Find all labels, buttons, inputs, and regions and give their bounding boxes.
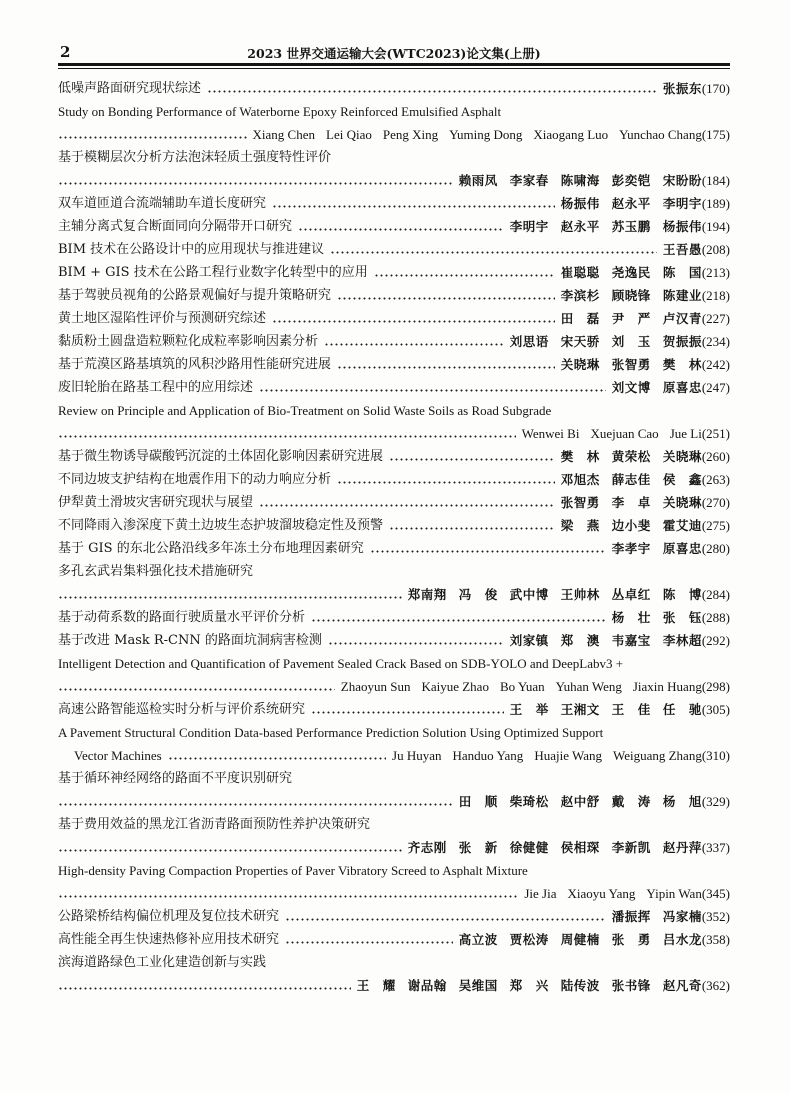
author-name: 赵凡奇 bbox=[662, 978, 702, 993]
entry-title: 黄土地区湿陷性评价与预测研究综述 bbox=[58, 311, 267, 326]
entry-page: (358) bbox=[701, 932, 730, 947]
dot-leader bbox=[58, 895, 518, 898]
entry-title: BIM + GIS 技术在公路工程行业数字化转型中的应用 bbox=[58, 265, 368, 280]
entry-title: 滨海道路绿色工业化建造创新与实践 bbox=[58, 955, 267, 970]
entry-page: (218) bbox=[701, 288, 730, 303]
entry-title: 不同边坡支护结构在地震作用下的动力响应分析 bbox=[58, 472, 332, 487]
author-name: 郑南翔 bbox=[407, 587, 447, 602]
dot-leader bbox=[58, 182, 453, 185]
author-name: 王 佳 bbox=[611, 702, 651, 717]
author-name: 尹 严 bbox=[611, 311, 651, 326]
dot-leader bbox=[337, 366, 555, 369]
entry-page: (329) bbox=[701, 794, 730, 809]
entry-title: 基于模糊层次分析方法泡沫轻质土强度特性评价 bbox=[58, 150, 332, 165]
entry-page: (189) bbox=[701, 196, 730, 211]
toc-entry bbox=[58, 328, 730, 350]
author-name: 邓旭杰 bbox=[560, 472, 600, 487]
entry-title: 基于费用效益的黑龙江省沥青路面预防性养护决策研究 bbox=[58, 817, 371, 832]
toc-entry-author-line bbox=[58, 167, 730, 189]
toc-entry bbox=[58, 627, 730, 649]
dot-leader bbox=[58, 849, 402, 852]
toc-entry-author-line bbox=[58, 880, 730, 902]
entry-title: 黏质粉土圆盘造粒颗粒化成粒率影响因素分析 bbox=[58, 334, 319, 349]
author-name: 冯 俊 bbox=[458, 587, 498, 602]
author-name: 李 卓 bbox=[611, 495, 651, 510]
author-name: Peng Xing bbox=[382, 127, 439, 142]
author-name: 刘文博 bbox=[611, 380, 651, 395]
entry-title: 高性能全再生快速热修补应用技术研究 bbox=[58, 932, 280, 947]
entry-title: 废旧轮胎在路基工程中的应用综述 bbox=[58, 380, 254, 395]
entry-authors bbox=[510, 218, 702, 235]
author-name: 关晓琳 bbox=[662, 449, 702, 464]
toc-entry bbox=[58, 236, 730, 258]
entry-authors bbox=[510, 333, 702, 350]
author-name: 韦嘉宝 bbox=[611, 633, 651, 648]
author-name: 刘思语 bbox=[509, 334, 549, 349]
entry-authors bbox=[612, 609, 702, 626]
entry-authors bbox=[612, 540, 702, 557]
entry-authors bbox=[510, 701, 702, 718]
author-name: 薛志佳 bbox=[611, 472, 651, 487]
entry-page: (251) bbox=[701, 426, 730, 441]
toc-entry bbox=[58, 926, 730, 948]
entry-page: (352) bbox=[701, 909, 730, 924]
author-name: 李新凯 bbox=[611, 840, 651, 855]
author-name: 苏玉鹏 bbox=[611, 219, 651, 234]
author-name: 原喜忠 bbox=[662, 380, 702, 395]
entry-authors bbox=[408, 586, 702, 603]
toc-entry bbox=[58, 374, 730, 396]
author-name: 贺振振 bbox=[662, 334, 702, 349]
entry-authors bbox=[561, 287, 702, 304]
toc-entry bbox=[58, 213, 730, 235]
author-name: 李孝宇 bbox=[611, 541, 651, 556]
entry-title: 伊犁黄土滑坡灾害研究现状与展望 bbox=[58, 495, 254, 510]
entry-title: Review on Principle and Application of Bio-Treatment on Solid Waste Soils as Road Subgrade bbox=[58, 403, 552, 418]
author-name: 郑 澳 bbox=[560, 633, 600, 648]
author-name: 梁 燕 bbox=[560, 518, 600, 533]
entry-title: 双车道匝道合流端辅助车道长度研究 bbox=[58, 196, 267, 211]
toc-entry-author-line bbox=[58, 834, 730, 856]
entry-authors bbox=[459, 793, 702, 810]
author-name: 刘家镇 bbox=[509, 633, 549, 648]
toc-entry-title-line bbox=[58, 98, 730, 120]
author-name: Xiaoyu Yang bbox=[567, 886, 636, 901]
author-name: 杨振伟 bbox=[560, 196, 600, 211]
entry-title: High-density Paving Compaction Properties of Paver Vibratory Screed to Asphalt Mixture bbox=[58, 863, 528, 878]
author-name: 张智勇 bbox=[611, 357, 651, 372]
dot-leader bbox=[324, 343, 504, 346]
dot-leader bbox=[58, 596, 402, 599]
toc-entry bbox=[58, 696, 730, 718]
author-name: 王吾愚 bbox=[662, 242, 702, 257]
toc-entry bbox=[58, 512, 730, 534]
author-name: 杨 旭 bbox=[662, 794, 702, 809]
toc-entry-author-line bbox=[58, 742, 730, 764]
author-name: 张智勇 bbox=[560, 495, 600, 510]
entry-authors bbox=[561, 356, 702, 373]
dot-leader bbox=[207, 90, 657, 93]
entry-page: (170) bbox=[701, 81, 730, 96]
entry-title: 多孔玄武岩集料强化技术措施研究 bbox=[58, 564, 254, 579]
entry-page: (247) bbox=[701, 380, 730, 395]
author-name: 侯相琛 bbox=[560, 840, 600, 855]
author-name: 原喜忠 bbox=[662, 541, 702, 556]
toc-entry-title-line bbox=[58, 650, 730, 672]
entry-title: 基于循环神经网络的路面不平度识别研究 bbox=[58, 771, 293, 786]
toc-entry bbox=[58, 604, 730, 626]
dot-leader bbox=[330, 251, 657, 254]
author-name: 赵中舒 bbox=[560, 794, 600, 809]
author-name: 武中博 bbox=[509, 587, 549, 602]
dot-leader bbox=[58, 688, 335, 691]
entry-authors bbox=[561, 448, 702, 465]
author-name: 戴 涛 bbox=[611, 794, 651, 809]
toc-entry bbox=[58, 190, 730, 212]
entry-title: 基于荒漠区路基填筑的风积沙路用性能研究进展 bbox=[58, 357, 332, 372]
author-name: 侯 鑫 bbox=[662, 472, 702, 487]
entry-page: (310) bbox=[701, 748, 730, 763]
author-name: Wenwei Bi bbox=[521, 426, 580, 441]
entry-page: (280) bbox=[701, 541, 730, 556]
dot-leader bbox=[259, 504, 555, 507]
dot-leader bbox=[389, 527, 555, 530]
entry-authors bbox=[522, 425, 702, 442]
entry-authors bbox=[408, 839, 702, 856]
author-name: 王湘文 bbox=[560, 702, 600, 717]
dot-leader bbox=[374, 274, 555, 277]
entry-page: (305) bbox=[701, 702, 730, 717]
author-name: 田 顺 bbox=[458, 794, 498, 809]
author-name: 任 驰 bbox=[662, 702, 702, 717]
author-name: 陈 博 bbox=[662, 587, 702, 602]
author-name: Jie Jia bbox=[524, 886, 557, 901]
entry-authors bbox=[459, 931, 702, 948]
author-name: 周健楠 bbox=[560, 932, 600, 947]
entry-title: 基于 GIS 的东北公路沿线多年冻土分布地理因素研究 bbox=[58, 541, 364, 556]
dot-leader bbox=[58, 803, 453, 806]
author-name: 谢品翰 bbox=[407, 978, 447, 993]
dot-leader bbox=[311, 619, 606, 622]
entry-authors bbox=[612, 379, 702, 396]
author-name: Lei Qiao bbox=[326, 127, 372, 142]
entry-title: 不同降雨入渗深度下黄土边坡生态护坡溜坡稳定性及预警 bbox=[58, 518, 384, 533]
entry-page: (337) bbox=[701, 840, 730, 855]
header-rule-thin bbox=[58, 68, 730, 69]
entry-title: 主辅分离式复合断面同向分隔带开口研究 bbox=[58, 219, 293, 234]
author-name: 刘 玉 bbox=[611, 334, 651, 349]
author-name: 柴琦松 bbox=[509, 794, 549, 809]
entry-page: (234) bbox=[701, 334, 730, 349]
dot-leader bbox=[259, 389, 606, 392]
entry-title: A Pavement Structural Condition Data-based Performance Prediction Solution Using Optimized Support bbox=[58, 725, 604, 740]
author-name: 赵丹萍 bbox=[662, 840, 702, 855]
entry-authors bbox=[561, 195, 702, 212]
author-name: Jiaxin Huang bbox=[632, 679, 702, 694]
toc-entry-title-line bbox=[58, 811, 730, 833]
author-name: 樊 林 bbox=[560, 449, 600, 464]
author-name: 高立波 bbox=[458, 932, 498, 947]
entry-title-continuation: Vector Machines bbox=[74, 748, 162, 763]
dot-leader bbox=[58, 987, 351, 990]
author-name: Ju Huyan bbox=[392, 748, 442, 763]
entry-title: 基于动荷系数的路面行驶质量水平评价分析 bbox=[58, 610, 306, 625]
toc-entry-author-line bbox=[58, 972, 730, 994]
author-name: 赖雨凤 bbox=[458, 173, 498, 188]
author-name: 崔聪聪 bbox=[560, 265, 600, 280]
entry-authors bbox=[561, 517, 702, 534]
toc-entry bbox=[58, 351, 730, 373]
dot-leader bbox=[328, 642, 504, 645]
entry-page: (284) bbox=[701, 587, 730, 602]
author-name: 黄荣松 bbox=[611, 449, 651, 464]
toc-entry bbox=[58, 75, 730, 97]
dot-leader bbox=[272, 205, 555, 208]
toc-entry-author-line bbox=[58, 420, 730, 442]
author-name: 冯家楠 bbox=[662, 909, 702, 924]
entry-authors bbox=[561, 471, 702, 488]
entry-page: (227) bbox=[701, 311, 730, 326]
author-name: 陈 国 bbox=[662, 265, 702, 280]
toc-entry bbox=[58, 282, 730, 304]
author-name: 齐志刚 bbox=[407, 840, 447, 855]
author-name: 李明宇 bbox=[662, 196, 702, 211]
toc-entry-title-line bbox=[58, 765, 730, 787]
author-name: 杨 壮 bbox=[611, 610, 651, 625]
entry-authors bbox=[663, 241, 702, 258]
author-name: Yuhan Weng bbox=[555, 679, 622, 694]
entry-page: (208) bbox=[701, 242, 730, 257]
author-name: 张振东 bbox=[662, 81, 702, 96]
toc-entry-title-line bbox=[58, 949, 730, 971]
entry-page: (288) bbox=[701, 610, 730, 625]
author-name: 李林超 bbox=[662, 633, 702, 648]
entry-authors bbox=[561, 310, 702, 327]
author-name: 赵永平 bbox=[611, 196, 651, 211]
entry-page: (175) bbox=[701, 127, 730, 142]
author-name: 尧逸民 bbox=[611, 265, 651, 280]
entry-page: (292) bbox=[701, 633, 730, 648]
author-name: 樊 林 bbox=[662, 357, 702, 372]
toc-entry-author-line bbox=[58, 121, 730, 143]
author-name: 王 举 bbox=[509, 702, 549, 717]
author-name: 李明宇 bbox=[509, 219, 549, 234]
author-name: 陈建业 bbox=[662, 288, 702, 303]
page-header bbox=[58, 43, 730, 61]
toc-entry-title-line bbox=[58, 558, 730, 580]
author-name: Jue Li bbox=[669, 426, 702, 441]
entry-title: 基于驾驶员视角的公路景观偏好与提升策略研究 bbox=[58, 288, 332, 303]
author-name: Weiguang Zhang bbox=[612, 748, 702, 763]
entry-page: (275) bbox=[701, 518, 730, 533]
entry-page: (213) bbox=[701, 265, 730, 280]
entry-authors bbox=[459, 172, 702, 189]
running-title: 2023 世界交通运输大会(WTC2023)论文集(上册) bbox=[247, 46, 541, 61]
author-name: Zhaoyun Sun bbox=[340, 679, 411, 694]
dot-leader bbox=[285, 918, 606, 921]
entry-title: BIM 技术在公路设计中的应用现状与推进建议 bbox=[58, 242, 325, 257]
entry-title: 低噪声路面研究现状综述 bbox=[58, 81, 202, 96]
author-name: 霍艾迪 bbox=[662, 518, 702, 533]
author-name: 王帅林 bbox=[560, 587, 600, 602]
author-name: 潘振挥 bbox=[611, 909, 651, 924]
entry-authors bbox=[341, 678, 702, 695]
toc-entry bbox=[58, 305, 730, 327]
author-name: Xuejuan Cao bbox=[590, 426, 659, 441]
toc-entry-title-line bbox=[58, 857, 730, 879]
entry-title: Study on Bonding Performance of Waterborne Epoxy Reinforced Emulsified Asphalt bbox=[58, 104, 502, 119]
author-name: 张 新 bbox=[458, 840, 498, 855]
dot-leader bbox=[389, 458, 555, 461]
author-name: 吕水龙 bbox=[662, 932, 702, 947]
entry-authors bbox=[561, 264, 702, 281]
toc-entry bbox=[58, 903, 730, 925]
entry-page: (298) bbox=[701, 679, 730, 694]
author-name: 吴维国 bbox=[458, 978, 498, 993]
dot-leader bbox=[272, 320, 555, 323]
entry-page: (194) bbox=[701, 219, 730, 234]
dot-leader bbox=[168, 757, 386, 760]
entry-authors bbox=[357, 977, 702, 994]
entry-title: Intelligent Detection and Quantification of Pavement Sealed Crack Based on SDB-YOLO and DeepLabv3 + bbox=[58, 656, 624, 671]
author-name: 彭奕铠 bbox=[611, 173, 651, 188]
author-name: 张书锋 bbox=[611, 978, 651, 993]
entry-authors bbox=[663, 80, 702, 97]
author-name: Yunchao Chang bbox=[619, 127, 702, 142]
author-name: 李家春 bbox=[509, 173, 549, 188]
dot-leader bbox=[58, 136, 247, 139]
author-name: Bo Yuan bbox=[499, 679, 545, 694]
entry-page: (263) bbox=[701, 472, 730, 487]
entry-page: (184) bbox=[701, 173, 730, 188]
author-name: 李滨杉 bbox=[560, 288, 600, 303]
author-name: Huajie Wang bbox=[534, 748, 602, 763]
author-name: 边小斐 bbox=[611, 518, 651, 533]
toc-entry-author-line bbox=[58, 788, 730, 810]
author-name: 关晓琳 bbox=[560, 357, 600, 372]
header-rule-thick bbox=[58, 63, 730, 66]
entry-title: 高速公路智能巡检实时分析与评价系统研究 bbox=[58, 702, 306, 717]
author-name: 赵永平 bbox=[560, 219, 600, 234]
entry-page: (362) bbox=[701, 978, 730, 993]
author-name: 顾晓锋 bbox=[611, 288, 651, 303]
toc-entry-title-line bbox=[58, 144, 730, 166]
toc-entry-title-line bbox=[58, 719, 730, 741]
author-name: 贾松涛 bbox=[509, 932, 549, 947]
page-number: 2 bbox=[60, 43, 71, 61]
author-name: 关晓琳 bbox=[662, 495, 702, 510]
dot-leader bbox=[58, 435, 516, 438]
author-name: Xiaogang Luo bbox=[533, 127, 609, 142]
entry-authors bbox=[524, 885, 701, 902]
entry-authors bbox=[612, 908, 702, 925]
author-name: 卢汉青 bbox=[662, 311, 702, 326]
entry-authors bbox=[392, 747, 702, 764]
entry-authors bbox=[561, 494, 702, 511]
author-name: 张 勇 bbox=[611, 932, 651, 947]
entry-page: (345) bbox=[701, 886, 730, 901]
author-name: 宋盼盼 bbox=[662, 173, 702, 188]
entry-page: (242) bbox=[701, 357, 730, 372]
entry-page: (270) bbox=[701, 495, 730, 510]
author-name: 田 磊 bbox=[560, 311, 600, 326]
author-name: 杨振伟 bbox=[662, 219, 702, 234]
entry-page: (260) bbox=[701, 449, 730, 464]
dot-leader bbox=[285, 941, 453, 944]
author-name: 陈啸海 bbox=[560, 173, 600, 188]
dot-leader bbox=[311, 711, 504, 714]
entry-title: 基于改进 Mask R-CNN 的路面坑洞病害检测 bbox=[58, 633, 322, 648]
dot-leader bbox=[370, 550, 606, 553]
toc-entry bbox=[58, 535, 730, 557]
entry-authors bbox=[253, 126, 702, 143]
dot-leader bbox=[337, 481, 555, 484]
entry-title: 公路梁桥结构偏位机理及复位技术研究 bbox=[58, 909, 280, 924]
author-name: 陆传波 bbox=[560, 978, 600, 993]
toc-entry-title-line bbox=[58, 397, 730, 419]
entry-authors bbox=[510, 632, 702, 649]
author-name: Yuming Dong bbox=[449, 127, 523, 142]
toc-entry bbox=[58, 443, 730, 465]
toc-entry-author-line bbox=[58, 673, 730, 695]
toc-entry bbox=[58, 259, 730, 281]
author-name: 郑 兴 bbox=[509, 978, 549, 993]
toc-entry bbox=[58, 466, 730, 488]
toc-entry-author-line bbox=[58, 581, 730, 603]
entry-title: 基于微生物诱导碳酸钙沉淀的土体固化影响因素研究进展 bbox=[58, 449, 384, 464]
author-name: 宋天骄 bbox=[560, 334, 600, 349]
author-name: Yipin Wan bbox=[646, 886, 702, 901]
author-name: Kaiyue Zhao bbox=[421, 679, 489, 694]
toc-entry bbox=[58, 489, 730, 511]
author-name: Handuo Yang bbox=[452, 748, 524, 763]
author-name: 王 耀 bbox=[356, 978, 396, 993]
author-name: 丛卓红 bbox=[611, 587, 651, 602]
dot-leader bbox=[298, 228, 504, 231]
author-name: Xiang Chen bbox=[252, 127, 315, 142]
dot-leader bbox=[337, 297, 555, 300]
author-name: 徐健健 bbox=[509, 840, 549, 855]
author-name: 张 钰 bbox=[662, 610, 702, 625]
